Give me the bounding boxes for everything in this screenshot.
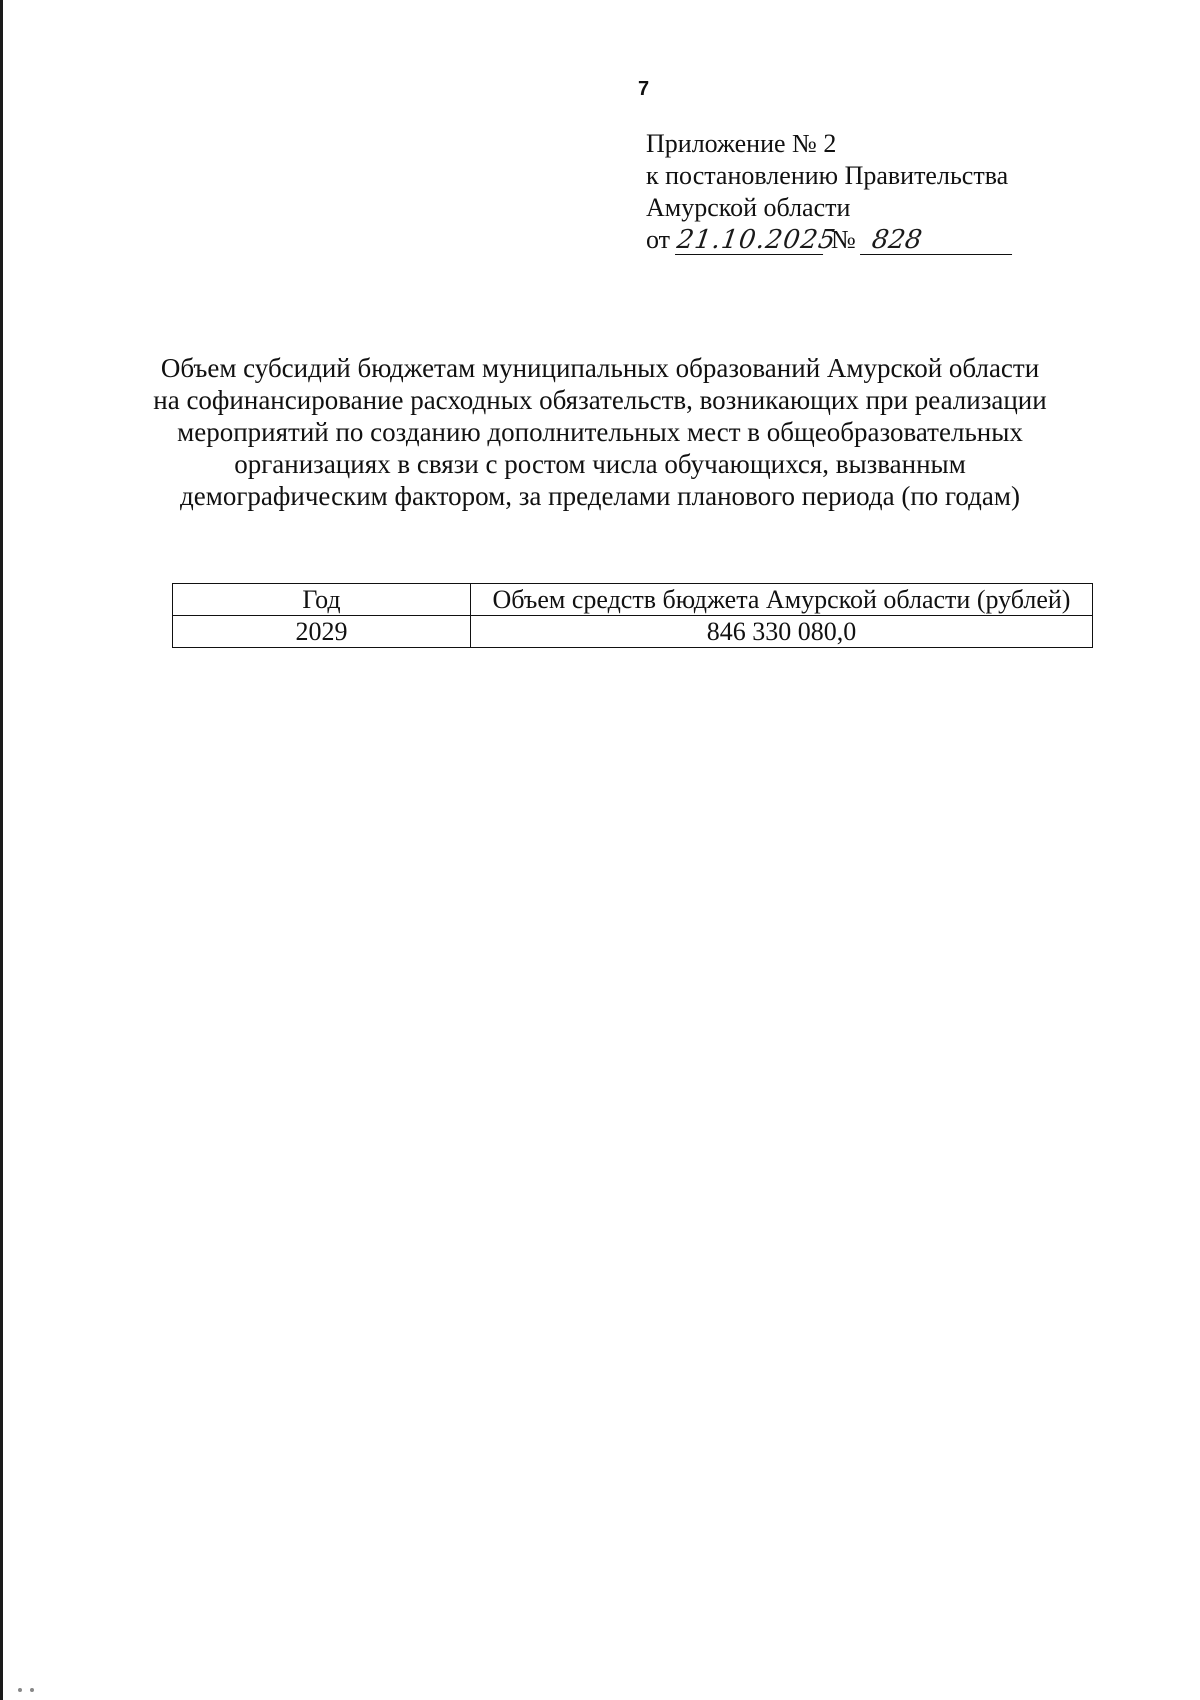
document-title (150, 352, 1050, 512)
number-prefix: № (831, 225, 856, 254)
scan-speck (18, 1688, 22, 1692)
page-number: 7 (638, 78, 650, 100)
date-prefix: от (646, 225, 671, 254)
appendix-reference: к постановлению Правительства (646, 161, 1009, 190)
scan-speck (30, 1688, 34, 1692)
appendix-header (646, 128, 1066, 258)
header-amount: Объем средств бюджета Амурской области (рублей) (471, 584, 1093, 616)
cell-year: 2029 (173, 616, 471, 648)
budget-table (172, 583, 1093, 648)
title-line: на софинансирование расходных обязательств, возникающих при реализации (153, 385, 1047, 415)
scan-edge (0, 0, 3, 1700)
cell-amount: 846 330 080,0 (471, 616, 1093, 648)
handwritten-date: 21.10.2025 (674, 225, 838, 255)
appendix-title: Приложение № 2 (646, 129, 837, 158)
title-line: демографическим фактором, за пределами планового периода (по годам) (180, 481, 1020, 511)
table-header-row (173, 584, 1093, 616)
appendix-region: Амурской области (646, 193, 851, 222)
title-line: Объем субсидий бюджетам муниципальных образований Амурской области (160, 353, 1040, 383)
appendix-date-number-row (646, 224, 1066, 258)
table-row (173, 616, 1093, 648)
title-line: мероприятий по созданию дополнительных мест в общеобразовательных (177, 417, 1023, 447)
header-year: Год (173, 584, 471, 616)
title-line: организациях в связи с ростом числа обучающихся, вызванным (234, 449, 966, 479)
handwritten-number: 828 (860, 226, 1016, 255)
